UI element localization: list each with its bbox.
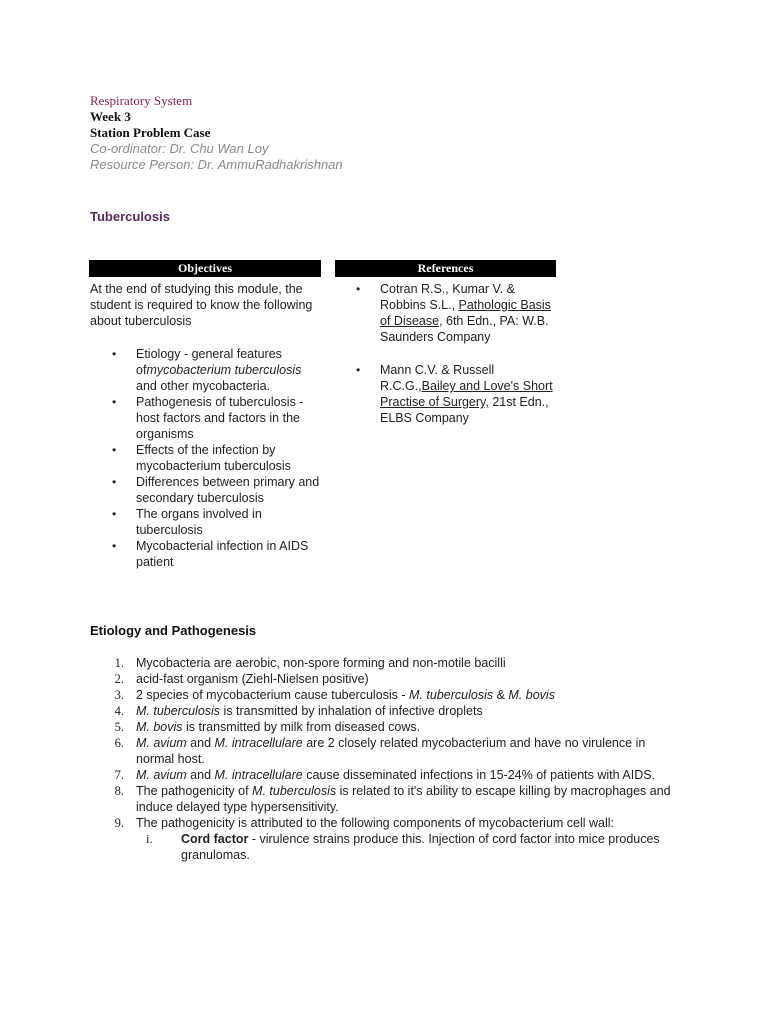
reference-publisher: , 6th Edn., PA: W.B. Saunders Company	[380, 314, 549, 344]
item-text: cause disseminated infections in 15-24% of patients with AIDS.	[302, 768, 656, 782]
sub-item-number: i.	[146, 832, 153, 846]
objectives-list	[136, 346, 322, 570]
item-number: 6.	[114, 736, 124, 750]
references-list	[380, 281, 556, 443]
objectives-heading-bar: Objectives	[89, 260, 321, 277]
resource-person-line: Resource Person: Dr. AmmuRadhakrishnan	[90, 157, 343, 172]
reference-title-link[interactable]: Pathologic Basis of Disease	[380, 298, 551, 328]
objective-item: • Differences between primary and secondary tuberculosis	[136, 474, 322, 506]
subject-title: Respiratory System	[90, 93, 193, 108]
species-name: M. intracellulare	[214, 768, 303, 782]
species-name: M. tuberculosis	[252, 784, 337, 798]
item-number: 1.	[114, 656, 124, 670]
etiology-item	[100, 815, 680, 831]
etiology-sub-item	[100, 831, 680, 863]
species-name: M. avium	[136, 768, 187, 782]
objective-item: • Effects of the infection by mycobacterium tuberculosis	[136, 442, 322, 474]
species-name: M. bovis	[136, 720, 183, 734]
objective-item: • The organs involved in tuberculosis	[136, 506, 322, 538]
item-number: 3.	[114, 688, 124, 702]
item-number: 4.	[114, 704, 124, 718]
reference-authors: Cotran R.S., Kumar V. & Robbins S.L.,	[380, 282, 516, 312]
objective-item	[136, 346, 322, 394]
item-text: Mycobacteria are aerobic, non-spore forming and non-motile bacilli	[136, 656, 506, 670]
station-label: Station Problem Case	[90, 125, 211, 140]
objective-text-em: mycobacterium tuberculosis	[146, 363, 302, 377]
topic-heading: Tuberculosis	[90, 209, 170, 224]
item-text: and	[186, 736, 215, 750]
objective-item: • Mycobacterial infection in AIDS patient	[136, 538, 322, 570]
etiology-heading: Etiology and Pathogenesis	[90, 623, 257, 638]
item-text: and	[186, 768, 215, 782]
reference-title-link[interactable]: Bailey and Love's Short Practise of Surgery,	[380, 379, 553, 409]
references-heading-bar: References	[335, 260, 556, 277]
item-text: are 2 closely related mycobacterium and have no virulence in normal host.	[136, 736, 646, 766]
document-header	[90, 93, 590, 173]
etiology-item	[100, 719, 680, 735]
etiology-item	[100, 671, 680, 687]
species-name: M. avium	[136, 736, 187, 750]
species-name: M. tuberculosis	[136, 704, 221, 718]
item-number: 7.	[114, 768, 124, 782]
objectives-intro: At the end of studying this module, the student is required to know the following about tuberculosis	[90, 282, 313, 328]
objective-item: • Pathogenesis of tuberculosis - host factors and factors in the organisms	[136, 394, 322, 442]
item-text: 2 species of mycobacterium cause tuberculosis -	[136, 688, 410, 702]
objective-text-post: and other mycobacteria.	[136, 379, 271, 393]
item-text: acid-fast organism (Ziehl-Nielsen positive)	[136, 672, 369, 686]
item-text: is transmitted by inhalation of infective droplets	[220, 704, 483, 718]
etiology-list	[100, 655, 680, 863]
item-text: is transmitted by milk from diseased cows.	[182, 720, 421, 734]
item-number: 8.	[114, 784, 124, 798]
etiology-item	[100, 767, 680, 783]
item-number: 2.	[114, 672, 124, 686]
species-name: M. bovis	[508, 688, 555, 702]
term-bold: Cord factor	[181, 832, 249, 846]
item-text: The pathogenicity of	[136, 784, 253, 798]
species-name: M. intracellulare	[214, 736, 303, 750]
reference-item	[380, 281, 556, 345]
etiology-item	[100, 703, 680, 719]
etiology-item	[100, 735, 680, 767]
reference-publisher: 21st Edn., ELBS Company	[380, 395, 549, 425]
coordinator-line: Co-ordinator: Dr. Chu Wan Loy	[90, 141, 269, 156]
species-name: M. tuberculosis	[409, 688, 494, 702]
objective-text-pre: Etiology - general features of	[136, 347, 282, 377]
item-number: 9.	[114, 816, 124, 830]
reference-item	[380, 362, 556, 426]
item-text: is related to it's ability to escape killing by macrophages and induce delayed type hypersensitivity.	[136, 784, 671, 814]
item-text: The pathogenicity is attributed to the following components of mycobacterium cell wall:	[136, 816, 615, 830]
reference-authors: Mann C.V. & Russell R.C.G.,	[380, 363, 495, 393]
week-label: Week 3	[90, 109, 131, 124]
item-text: - virulence strains produce this. Injection of cord factor into mice produces granulomas.	[181, 832, 660, 862]
item-text: &	[493, 688, 509, 702]
item-number: 5.	[114, 720, 124, 734]
etiology-item	[100, 655, 680, 671]
etiology-item	[100, 687, 680, 703]
etiology-item	[100, 783, 680, 815]
